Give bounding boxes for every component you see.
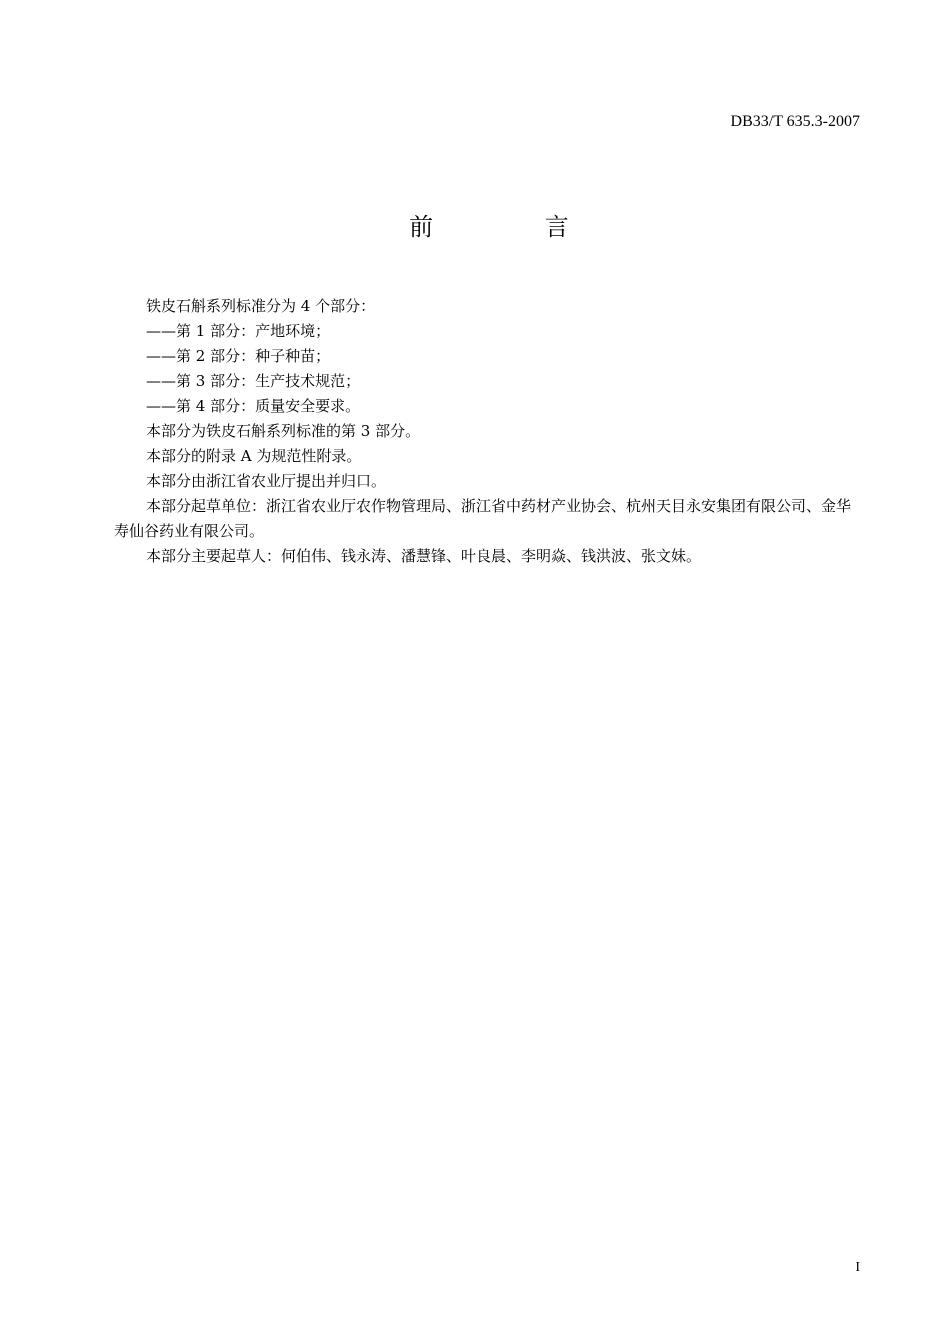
paragraph: 本部分为铁皮石斛系列标准的第 3 部分。 [146,422,421,440]
foreword-body [114,294,859,569]
paragraph: ——第 2 部分：种子种苗； [146,347,331,365]
paragraph: 本部分由浙江省农业厅提出并归口。 [146,472,387,490]
document-code: DB33/T 635.3-2007 [730,113,860,130]
paragraph: 本部分的附录 A 为规范性附录。 [146,447,362,465]
paragraph: ——第 4 部分：质量安全要求。 [146,397,361,415]
paragraph: ——第 1 部分：产地环境； [146,322,331,340]
paragraph: 铁皮石斛系列标准分为 4 个部分： [146,297,376,315]
paragraph: ——第 3 部分：生产技术规范； [146,372,361,390]
paragraph: 本部分主要起草人：何伯伟、钱永涛、潘慧锋、叶良晨、李明焱、钱洪波、张文妹。 [146,547,702,565]
page-number: I [855,1260,860,1275]
page-title: 前 言 [409,213,621,241]
paragraph: 本部分起草单位：浙江省农业厅农作物管理局、浙江省中药材产业协会、杭州天目永安集团有限公司、金华寿仙谷药业有限公司。 [114,497,852,540]
